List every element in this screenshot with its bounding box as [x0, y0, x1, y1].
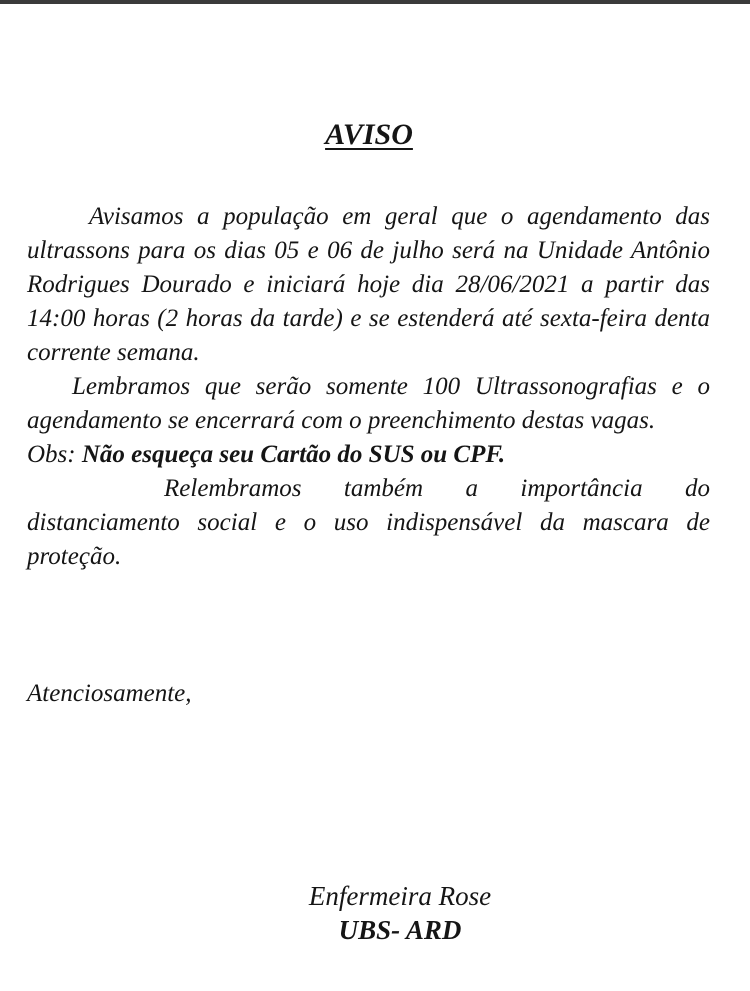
- obs-line: [27, 438, 710, 472]
- notice-body: [27, 200, 710, 574]
- signature-unit: UBS- ARD: [338, 915, 462, 945]
- obs-text: Não esqueça seu Cartão do SUS ou CPF.: [81, 441, 506, 468]
- top-edge-bar: [0, 0, 750, 4]
- paragraph-limit: Lembramos que serão somente 100 Ultrassonografias e o agendamento se encerrará com o preenchimento destas vagas.: [27, 373, 710, 434]
- closing-salutation: Atenciosamente,: [27, 680, 192, 707]
- signature-name: Enfermeira Rose: [308, 881, 492, 911]
- paragraph-scheduling: Avisamos a população em geral que o agendamento das ultrassons para os dias 05 e 06 de julho será na Unidade Antônio Rodrigues Dourado e iniciará hoje dia 28/06/2021 a partir das 14:00 horas (2 horas da tarde) e se estenderá até sexta-feira denta corrente semana.: [27, 203, 710, 366]
- obs-label: Obs:: [27, 441, 76, 468]
- paragraph-reminder: Relembramos também a importância do distanciamento social e o uso indispensável da mascara de proteção.: [27, 475, 710, 570]
- notice-title: AVISO: [325, 118, 413, 151]
